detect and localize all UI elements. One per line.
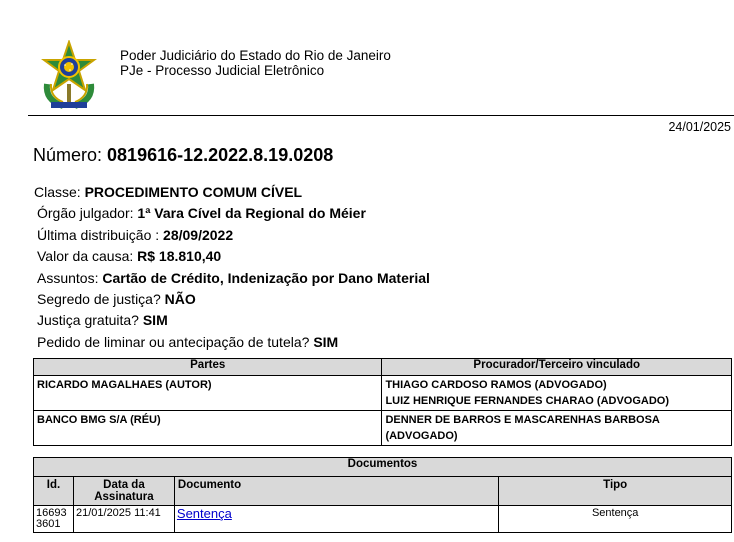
doc-id-line: 3601 <box>36 518 61 530</box>
parties-header-row <box>34 359 732 376</box>
field-label: Valor da causa: <box>37 248 138 265</box>
field-orgao <box>34 203 430 224</box>
document-header: Documento <box>174 477 498 506</box>
doc-type: Sentença <box>499 506 732 533</box>
attorneys-cell <box>382 411 732 446</box>
document-date: 24/01/2025 <box>668 120 731 134</box>
table-row <box>34 411 732 446</box>
doc-date: 21/01/2025 11:41 <box>73 506 174 533</box>
attorney-name: DENNER DE BARROS E MASCARENHAS BARBOSA <box>385 414 660 426</box>
field-value: R$ 18.810,40 <box>137 248 222 265</box>
field-liminar <box>34 332 430 353</box>
date-header-line: Assinatura <box>94 491 154 503</box>
party-cell: BANCO BMG S/A (RÉU) <box>34 411 382 446</box>
date-header-line: Data da <box>103 479 145 491</box>
field-gratuita <box>34 310 430 331</box>
party-cell: RICARDO MAGALHAES (AUTOR) <box>34 376 382 411</box>
court-line-2: PJe - Processo Judicial Eletrônico <box>120 63 325 78</box>
case-fields <box>34 182 430 353</box>
field-value: Cartão de Crédito, Indenização por Dano Material <box>102 269 430 286</box>
header-divider <box>28 115 734 116</box>
parties-table <box>33 358 732 446</box>
field-label: Última distribuição : <box>37 226 164 243</box>
court-name <box>120 48 391 78</box>
case-number-label: Número: <box>33 145 108 165</box>
field-distribuicao <box>34 225 430 246</box>
field-label: Segredo de justiça? <box>37 291 165 308</box>
documents-table <box>33 457 732 533</box>
doc-id-line: 16693 <box>36 507 67 519</box>
field-label: Órgão julgador: <box>37 205 138 222</box>
date-header <box>73 477 174 506</box>
attorney-name: LUIZ HENRIQUE FERNANDES CHARAO (ADVOGADO) <box>385 395 670 407</box>
field-value: 28/09/2022 <box>163 226 234 243</box>
field-value: 1ª Vara Cível da Regional do Méier <box>137 205 366 222</box>
coat-of-arms-icon <box>41 40 97 110</box>
field-valor <box>34 246 430 267</box>
attorney-name: THIAGO CARDOSO RAMOS (ADVOGADO) <box>385 379 607 391</box>
field-value: NÃO <box>164 291 196 308</box>
document-link[interactable]: Sentença <box>176 506 232 521</box>
documents-caption: Documentos <box>34 458 732 477</box>
attorney-name: (ADVOGADO) <box>385 430 458 442</box>
field-label: Pedido de liminar ou antecipação de tutela? <box>37 333 314 350</box>
field-label: Classe: <box>34 184 85 200</box>
table-row <box>34 376 732 411</box>
documents-header-row <box>34 477 732 506</box>
field-assuntos <box>34 268 430 289</box>
case-number-value: 0819616-12.2022.8.19.0208 <box>107 145 334 165</box>
doc-id <box>34 506 74 533</box>
case-number <box>33 145 333 166</box>
field-value: SIM <box>313 333 339 350</box>
attorneys-header: Procurador/Terceiro vinculado <box>382 359 732 376</box>
field-label: Justiça gratuita? <box>37 312 143 329</box>
field-classe <box>34 182 430 203</box>
table-row <box>34 506 732 533</box>
doc-cell <box>174 506 498 533</box>
field-value: SIM <box>142 312 168 329</box>
attorneys-cell <box>382 376 732 411</box>
field-value: PROCEDIMENTO COMUM CÍVEL <box>84 184 303 200</box>
court-line-1: Poder Judiciário do Estado do Rio de Janeiro <box>120 48 391 63</box>
id-header: Id. <box>34 477 74 506</box>
parties-header: Partes <box>34 359 382 376</box>
field-segredo <box>34 289 430 310</box>
field-label: Assuntos: <box>37 269 103 286</box>
documents-caption-row <box>34 458 732 477</box>
document-header <box>0 0 734 116</box>
type-header: Tipo <box>499 477 732 506</box>
